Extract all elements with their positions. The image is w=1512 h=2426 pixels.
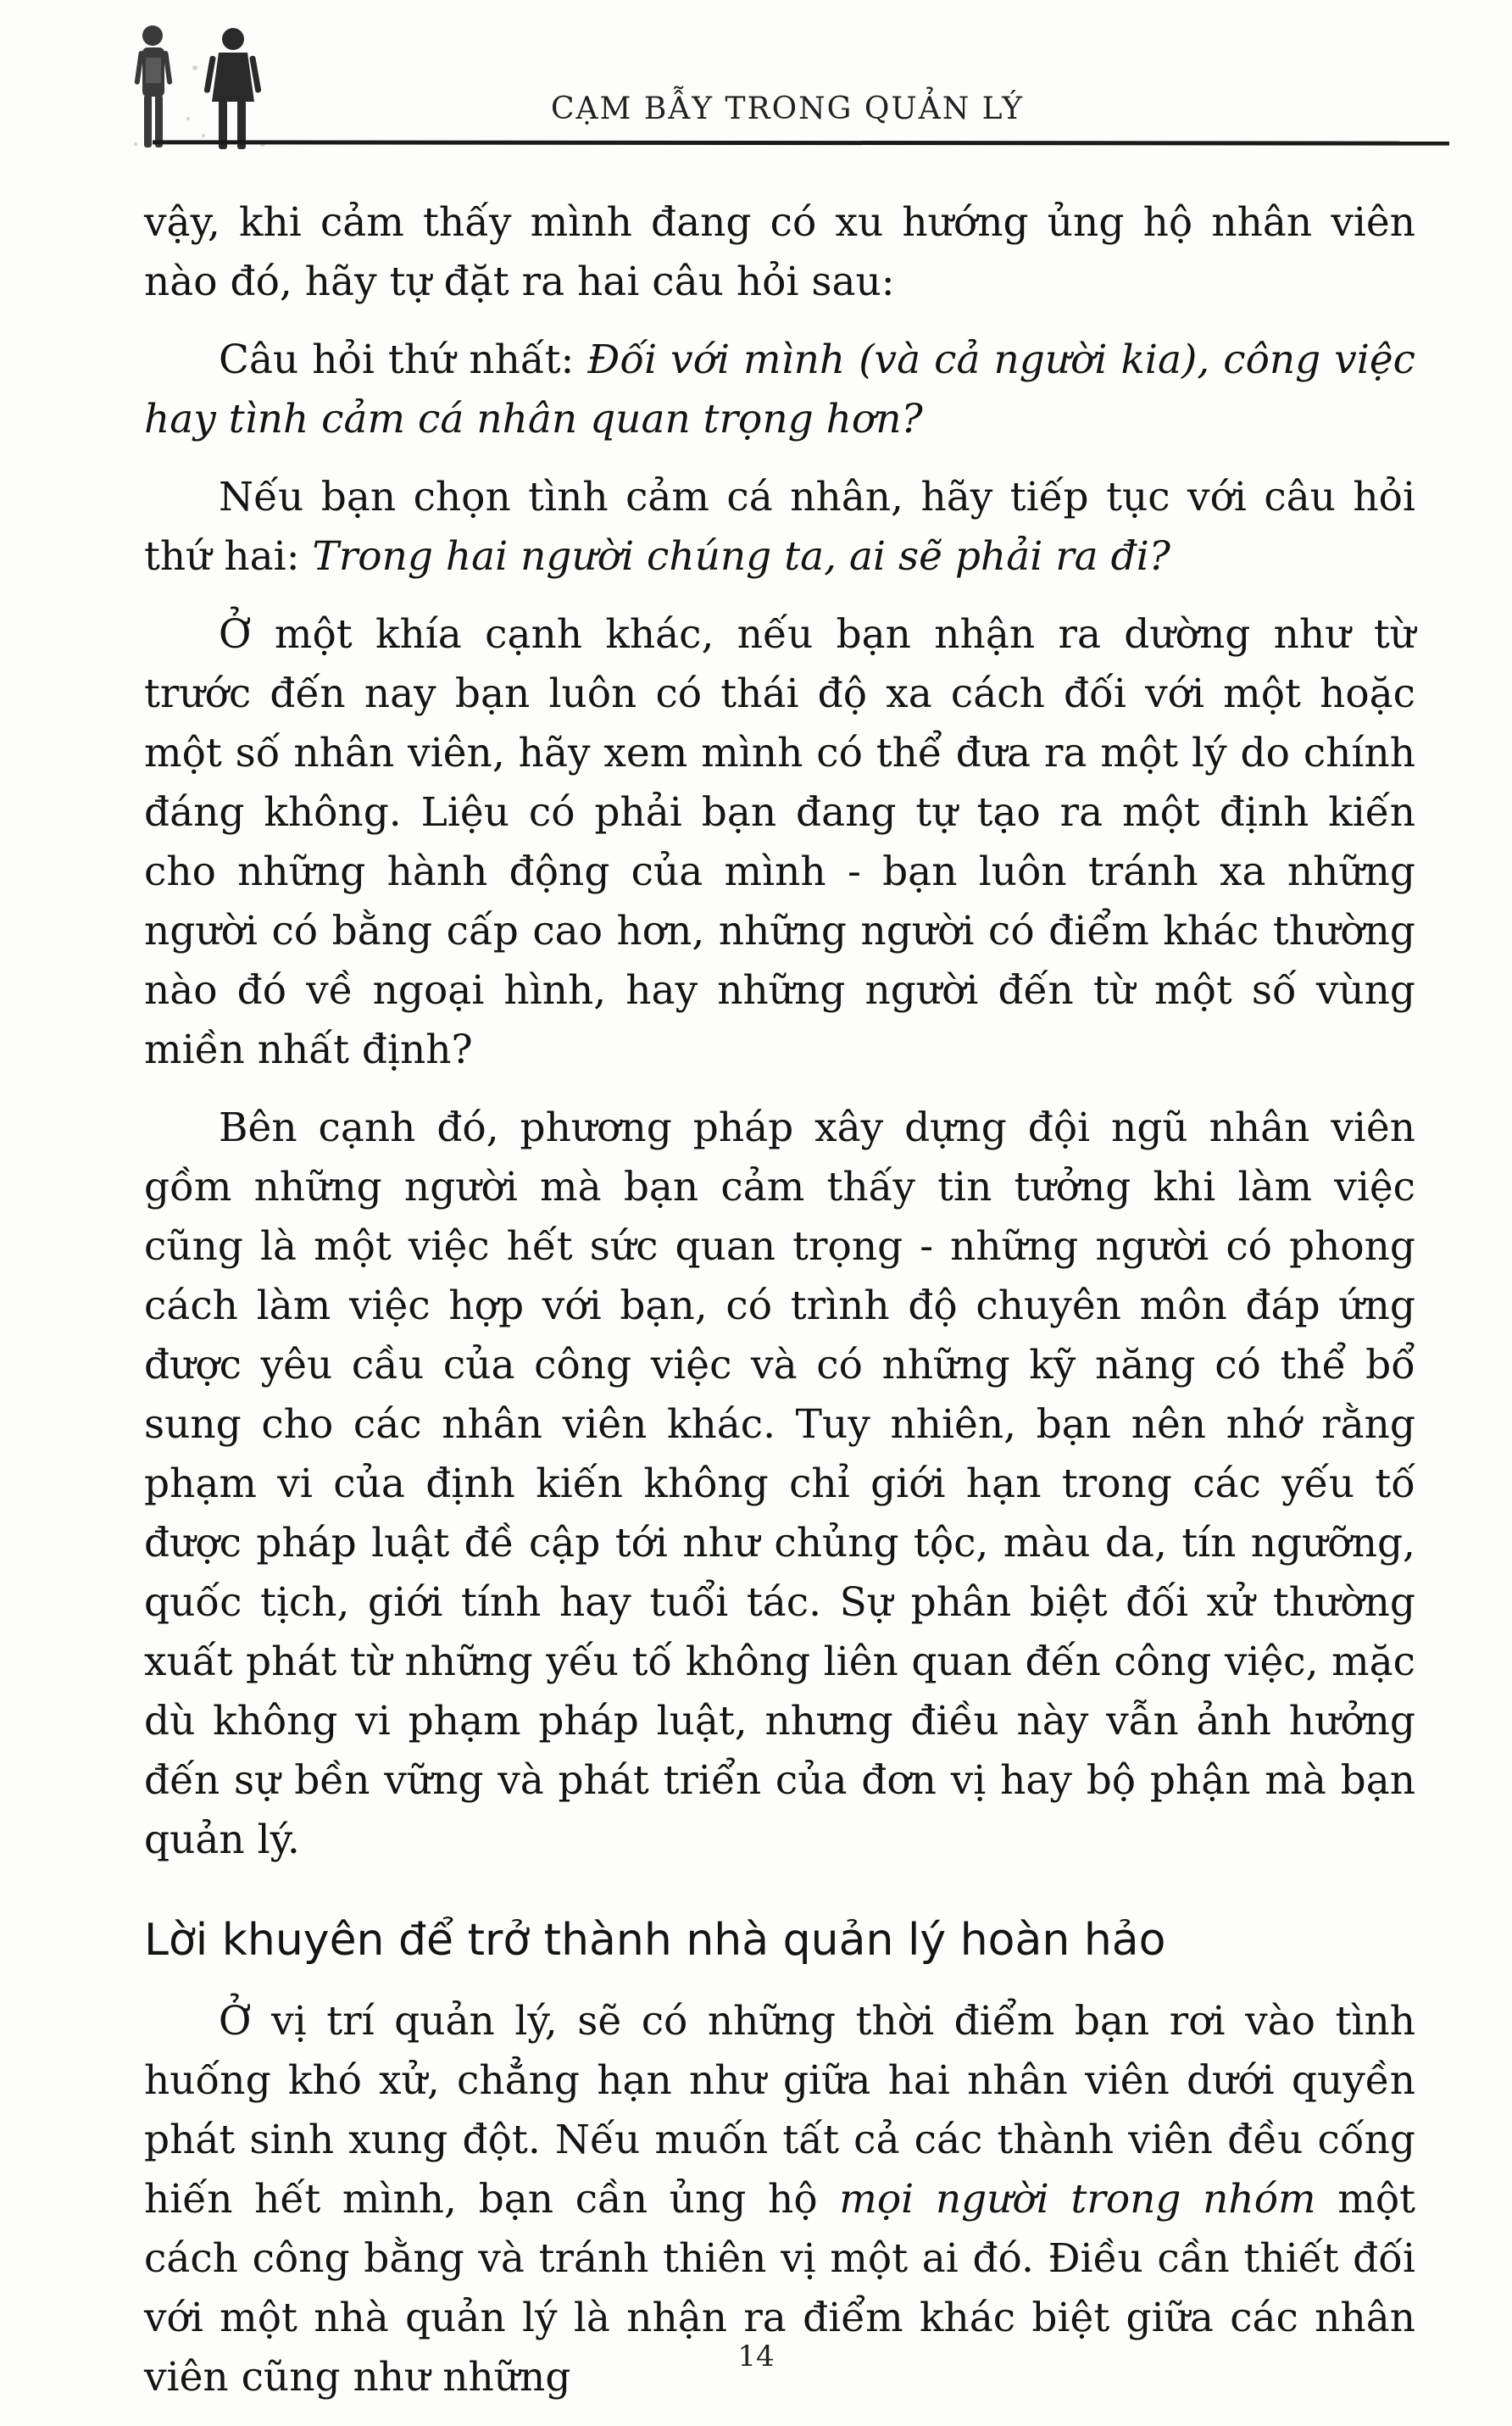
- running-head-title: CẠM BẪY TRONG QUẢN LÝ: [551, 92, 1025, 126]
- header-rule: [153, 140, 1449, 145]
- paragraph-6-lead: Ở vị trí quản lý, sẽ có những thời điểm bạn rơi vào tình huống khó xử, chẳng hạn như giữa hai nhân viên dưới quyền phát sinh xung đột. Nếu muốn tất cả các thành viên đều cống hiến hết mình, bạn cần ủng hộ: [144, 1998, 1415, 2223]
- paragraph-5-text: Bên cạnh đó, phương pháp xây dựng đội ngũ nhân viên gồm những người mà bạn cảm thấy tin tưởng khi làm việc cũng là một việc hết sức quan trọng - những người có phong cách làm việc hợp với bạn, có trình độ chuyên môn đáp ứng được yêu cầu của công việc và có những kỹ năng có thể bổ sung cho các nhân viên khác. Tuy nhiên, bạn nên nhớ rằng phạm vi của định kiến không chỉ giới hạn trong các yếu tố được pháp luật đề cập tới như chủng tộc, màu da, tín ngưỡng, quốc tịch, giới tính hay tuổi tác. Sự phân biệt đối xử thường xuất phát từ những yếu tố không liên quan đến công việc, mặc dù không vi phạm pháp luật, nhưng điều này vẫn ảnh hưởng đến sự bền vững và phát triển của đơn vị hay bộ phận mà bạn quản lý.: [144, 1104, 1415, 1863]
- paragraph-2-question: Đối với mình (và cả người kia), công việc hay tình cảm cá nhân quan trọng hơn?: [144, 337, 1415, 442]
- paragraph-5: [144, 1099, 1415, 1870]
- paragraph-3-question: Trong hai người chúng ta, ai sẽ phải ra đi?: [312, 533, 1170, 580]
- page-header: [127, 17, 1432, 153]
- section-heading: Lời khuyên để trở thành nhà quản lý hoàn hảo: [144, 1915, 1166, 1966]
- paragraph-3: [144, 468, 1415, 587]
- paragraph-6-emphasis: mọi người trong nhóm: [839, 2176, 1316, 2223]
- paragraph-1-text: vậy, khi cảm thấy mình đang có xu hướng ủng hộ nhân viên nào đó, hãy tự đặt ra hai câu hỏi sau:: [144, 199, 1415, 305]
- paragraph-4-text: Ở một khía cạnh khác, nếu bạn nhận ra dường như từ trước đến nay bạn luôn có thái độ xa cách đối với một hoặc một số nhân viên, hãy xem mình có thể đưa ra một lý do chính đáng không. Liệu có phải bạn đang tự tạo ra một định kiến cho những hành động của mình - bạn luôn tránh xa những người có bằng cấp cao hơn, những người có điểm khác thường nào đó về ngoại hình, hay những người đến từ một số vùng miền nhất định?: [144, 611, 1415, 1073]
- page-number: 14: [737, 2340, 775, 2373]
- paragraph-2: [144, 331, 1415, 449]
- paragraph-2-lead: Câu hỏi thứ nhất:: [219, 337, 588, 383]
- main-text: [144, 193, 1415, 2426]
- paragraph-4: [144, 605, 1415, 1080]
- paragraph-3-lead: Nếu bạn chọn tình cảm cá nhân, hãy tiếp tục với câu hỏi thứ hai:: [144, 474, 1415, 580]
- paragraph-1: [144, 193, 1415, 312]
- paragraph-6-tail: một cách công bằng và tránh thiên vị một ai đó. Điều cần thiết đối với một nhà quản lý là nhận ra điểm khác biệt giữa các nhân viên cũng như những: [144, 2176, 1415, 2401]
